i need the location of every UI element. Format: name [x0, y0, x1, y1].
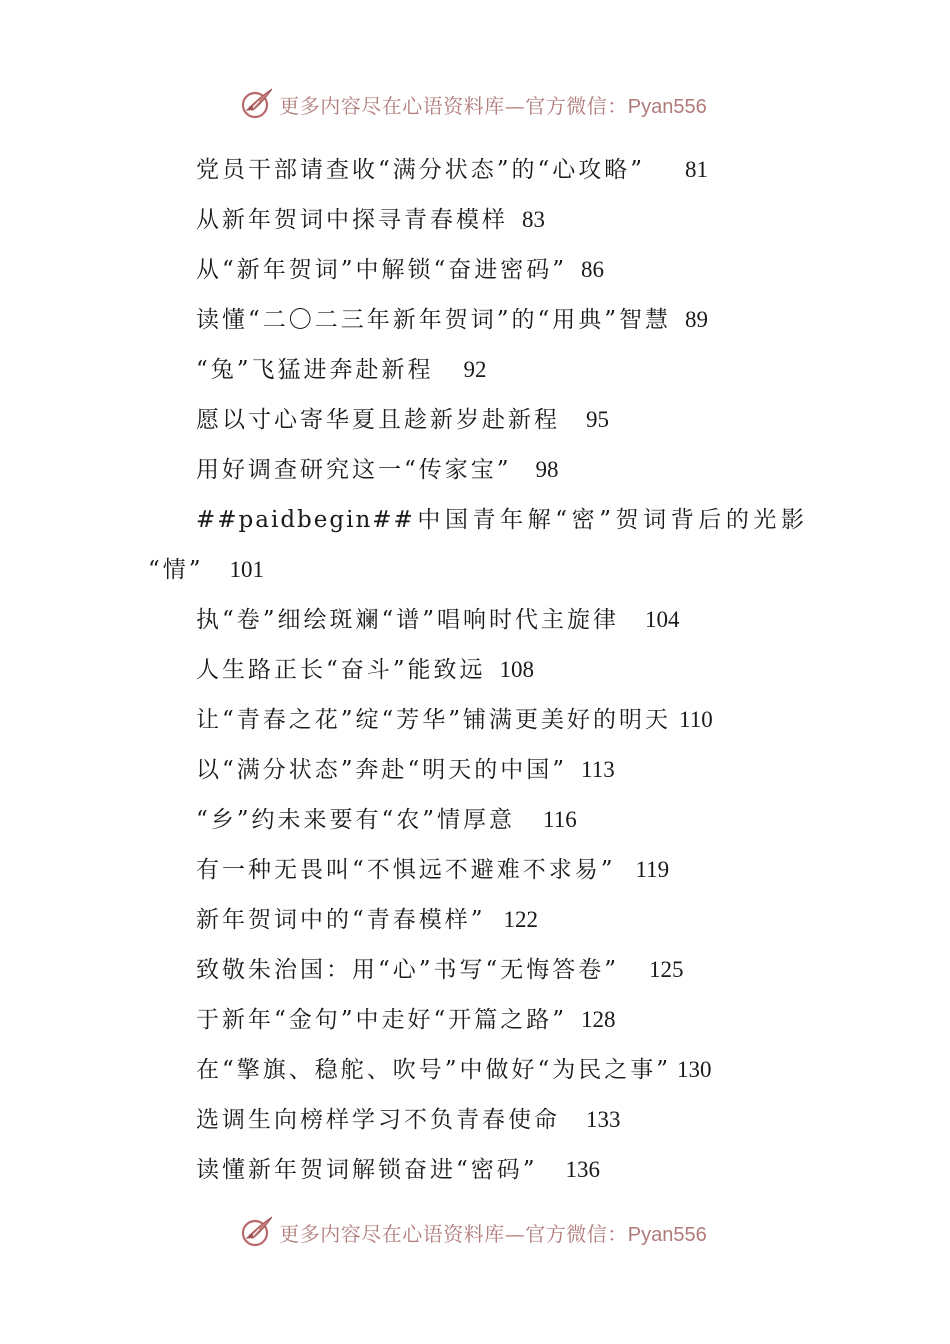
toc-title: 从新年贺词中探寻青春模样: [196, 207, 508, 233]
toc-title: 读懂“二〇二三年新年贺词”的“用典”智慧: [196, 307, 672, 333]
watermark-text: 更多内容尽在心语资料库—官方微信：Pyan556: [279, 1221, 707, 1246]
toc-page-number: 108: [499, 657, 535, 682]
footer-watermark: [0, 1210, 950, 1254]
toc-entry: [196, 350, 487, 390]
watermark-group: [239, 1214, 706, 1250]
toc-page-number: 133: [586, 1107, 621, 1132]
toc-entry: [196, 1150, 600, 1190]
toc-page-number: 92: [463, 357, 487, 382]
toc-entry: [196, 700, 713, 740]
toc-page-number: 86: [581, 257, 605, 282]
header-watermark: [0, 82, 950, 126]
toc-page-number: 128: [581, 1007, 616, 1032]
toc-entry: [196, 1000, 616, 1040]
toc-title: 选调生向榜样学习不负青春使命: [196, 1107, 560, 1133]
toc-page-number: 98: [535, 457, 559, 482]
toc-title: “乡”约未来要有“农”情厚意: [196, 807, 516, 833]
toc-page-number: 101: [229, 557, 265, 582]
toc-entry: [196, 750, 615, 790]
toc-page-number: 116: [543, 807, 577, 832]
toc-entry: [196, 150, 708, 190]
toc-title: 于新年“金句”中走好“开篇之路”: [196, 1007, 568, 1033]
toc-title: 新年贺词中的“青春模样”: [196, 907, 486, 933]
toc-title: 让“青春之花”绽“芳华”铺满更美好的明天: [196, 707, 672, 733]
toc-entry-wrapped-line1: [196, 500, 806, 540]
toc-entry: [196, 900, 538, 940]
toc-entry: [196, 400, 609, 440]
toc-entry: [196, 300, 708, 340]
toc-title: 致敬朱治国：用“心”书写“无悔答卷”: [196, 957, 620, 983]
toc-title: 用好调查研究这一“传家宝”: [196, 457, 512, 483]
quill-logo-icon: [239, 86, 275, 122]
quill-logo-icon: [239, 1214, 275, 1250]
toc-title: 在“擎旗、稳舵、吹号”中做好“为民之事”: [196, 1057, 672, 1083]
toc-title: 有一种无畏叫“不惧远不避难不求易”: [196, 857, 616, 883]
toc-title: 愿以寸心寄华夏且趁新岁赴新程: [196, 407, 560, 433]
toc-entry: [196, 1050, 712, 1090]
toc-page-number: 83: [522, 207, 545, 232]
toc-title: “兔”飞猛进奔赴新程: [196, 357, 434, 383]
toc-entry: [196, 800, 577, 840]
watermark-group: [239, 86, 706, 122]
toc-entry: [196, 1100, 621, 1140]
toc-page-number: 110: [679, 707, 713, 732]
toc-page-number: 136: [565, 1157, 601, 1182]
toc-title: 人生路正长“奋斗”能致远: [196, 657, 486, 683]
toc-title: 执“卷”细绘斑斓“谱”唱响时代主旋律: [196, 607, 620, 633]
toc-entry: [196, 600, 680, 640]
toc-entry: [196, 450, 559, 490]
toc-entry: [196, 200, 545, 240]
toc-page-number: 89: [685, 307, 709, 332]
toc-entry: [196, 850, 669, 890]
toc-entry: [196, 250, 604, 290]
toc-entry: [196, 950, 684, 990]
toc-title: 从“新年贺词”中解锁“奋进密码”: [196, 257, 568, 283]
toc-page-number: 95: [586, 407, 609, 432]
toc-title: 以“满分状态”奔赴“明天的中国”: [196, 757, 568, 783]
toc-page-number: 130: [677, 1057, 712, 1082]
toc-page-number: 81: [685, 157, 709, 182]
toc-entry-wrapped-line2: [148, 550, 264, 590]
watermark-text: 更多内容尽在心语资料库—官方微信：Pyan556: [279, 93, 707, 118]
toc-page-number: 104: [645, 607, 680, 632]
toc-page-number: 119: [635, 857, 670, 882]
toc-title: 读懂新年贺词解锁奋进“密码”: [196, 1157, 538, 1183]
toc-entry: [196, 650, 534, 690]
toc-title-continued: “情”: [148, 557, 204, 583]
toc-page-number: 113: [581, 757, 615, 782]
toc-page-number: 125: [649, 957, 684, 982]
toc-title: ##paidbegin##中国青年解“密”贺词背后的光影: [196, 507, 806, 533]
toc-title: 党员干部请查收“满分状态”的“心攻略”: [196, 157, 646, 183]
toc-page-number: 122: [503, 907, 539, 932]
